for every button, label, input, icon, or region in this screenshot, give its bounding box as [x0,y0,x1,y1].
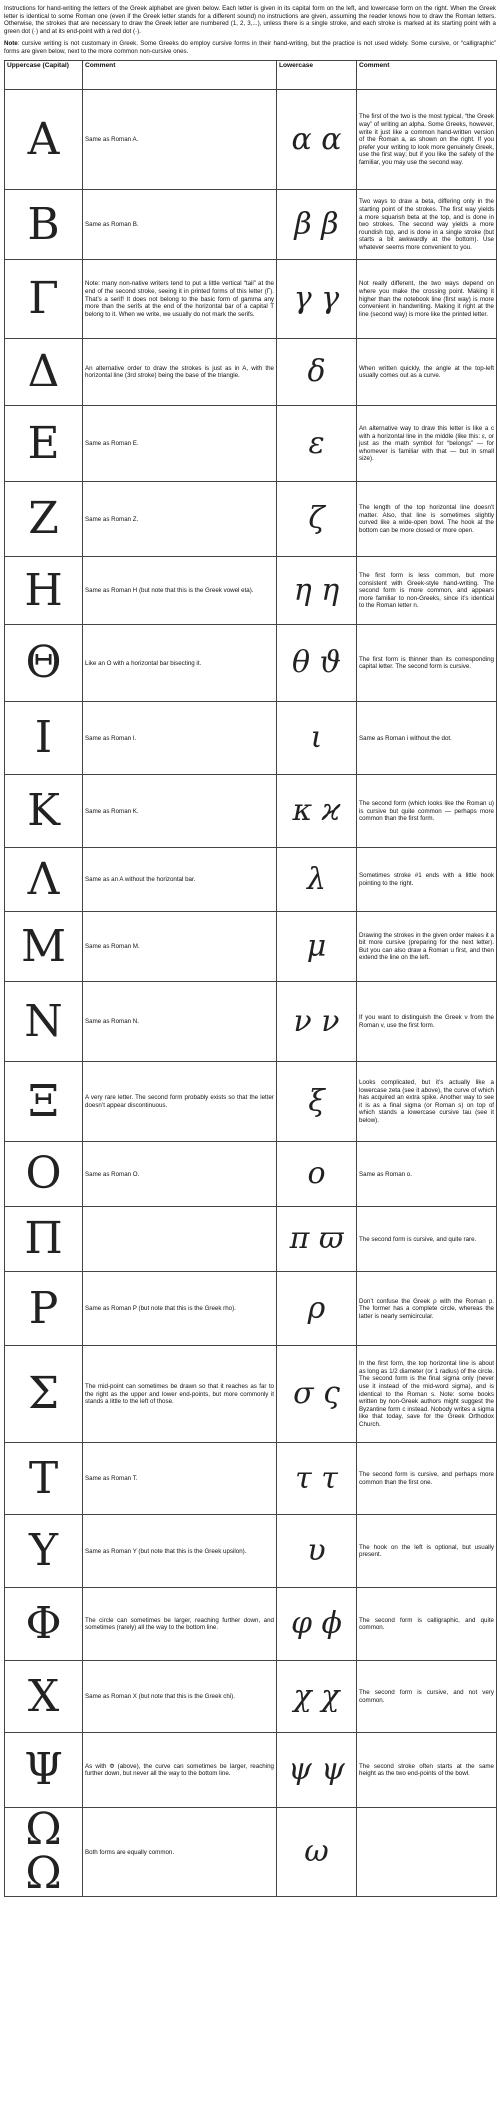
lowercase-cell [277,1443,357,1515]
uppercase-comment: Same as Roman K. [83,775,277,848]
uppercase-cell [5,482,83,557]
table-row [5,1272,497,1346]
note-text: : cursive writing is not customary in Greek. Some Greeks do employ cursive forms in their hand-writing, but the practice is not used widely. Some cursive, or “calligraphic” forms are given below, next to the more common non-cursive ones. [4,40,496,55]
uppercase-cell [5,339,83,406]
table-row [5,90,497,190]
table-row [5,912,497,982]
uppercase-letter-drawing: B [27,202,60,247]
header-comment-lowercase: Comment [357,61,497,90]
uppercase-cell [5,260,83,339]
lowercase-cell [277,557,357,625]
uppercase-comment: The mid-point can sometimes be drawn so that it reaches as far to the right as the upper and lower end-points, but more commonly it stands a little to the left of those. [83,1346,277,1443]
uppercase-letter-drawing: Φ [25,1602,62,1647]
table-row [5,1346,497,1443]
table-row [5,1207,497,1272]
lowercase-letter-drawing: ι [310,723,323,754]
uppercase-cell [5,1443,83,1515]
header-uppercase: Uppercase (Capital) [5,61,83,90]
lowercase-comment: Two ways to draw a beta, differing only in the starting point of the strokes. The first way yields a more squarish beta at the top, and is done in two strokes. The second way yields a more roundish top, and is done in a single stroke (but starts a bit awkwardly at the bottom). Use whatever seems more convenient to you. [357,190,497,260]
lowercase-cell [277,1346,357,1443]
uppercase-letter-drawing: K [27,789,60,834]
table-header-row [5,61,497,90]
lowercase-cell [277,702,357,775]
uppercase-cell [5,1207,83,1272]
lowercase-comment: Drawing the strokes in the given order makes it a bit more cursive (preparing for the next letter). But you can also draw a Roman u first, and then extend the line on the left. [357,912,497,982]
lowercase-letter-drawing: ω [304,1837,329,1868]
uppercase-comment: Same as Roman A. [83,90,277,190]
lowercase-comment: An alternative way to draw this letter is like a c with a horizontal line in the middle (like this: ε, or just as the math symbol for “belongs” — for whomever is familiar with that — but in small size). [357,406,497,482]
table-row [5,982,497,1062]
uppercase-comment: As with Φ (above), the curve can sometimes be larger, reaching further down, but never all the way to the bottom line. [83,1733,277,1808]
lowercase-letter-drawing: ε [308,428,325,459]
uppercase-comment: Same as Roman O. [83,1142,277,1207]
uppercase-letter-drawing: P [28,1286,59,1331]
uppercase-letter-drawing: Σ [27,1372,60,1417]
lowercase-letter-drawing: ν ν [293,1006,340,1037]
lowercase-comment: Not really different, the two ways depend on where you make the crossing point. Making it higher than the notebook line (first way) is more convenient in handwriting. Making it right at the line (second way) is more like the printed letter. [357,260,497,339]
lowercase-letter-drawing: ρ [307,1293,326,1324]
lowercase-comment: Looks complicated, but it’s actually like a lowercase zeta (see it above), the curve of which has acquired an extra spike. Another way to see it is as a final sigma (or Roman s) on top of which stands a lowercase cursive tau (see it below). [357,1062,497,1142]
uppercase-comment: Same as Roman H (but note that this is the Greek vowel eta). [83,557,277,625]
uppercase-letter-drawing: H [24,568,63,613]
uppercase-comment: Same as Roman P (but note that this is the Greek rho). [83,1272,277,1346]
lowercase-cell [277,1062,357,1142]
note-paragraph [4,40,496,55]
lowercase-letter-drawing: β β [294,209,339,240]
uppercase-letter-drawing: Γ [28,277,59,322]
uppercase-letter-drawing: Λ [27,857,60,902]
uppercase-cell [5,1515,83,1588]
table-row [5,702,497,775]
table-row [5,1661,497,1733]
uppercase-cell [5,912,83,982]
uppercase-comment: Same as Roman N. [83,982,277,1062]
lowercase-letter-drawing: λ [306,864,326,895]
lowercase-comment: The first form is less common, but more consistent with Greek-style hand-writing. The second form is more common, and appears more familiar to non-Greeks, since it’s identical to the Roman letter n. [357,557,497,625]
uppercase-comment: An alternative order to draw the strokes is just as in A, with the horizontal line (3rd stroke) being the base of the triangle. [83,339,277,406]
lowercase-comment: The second form is calligraphic, and quite common. [357,1588,497,1661]
lowercase-letter-drawing: χ χ [293,1681,340,1712]
uppercase-cell [5,1346,83,1443]
lowercase-letter-drawing: θ ϑ [291,648,342,679]
uppercase-cell [5,190,83,260]
uppercase-cell [5,775,83,848]
uppercase-comment: Same as Roman X (but note that this is the Greek chi). [83,1661,277,1733]
uppercase-cell [5,1272,83,1346]
uppercase-letter-drawing: A [27,117,60,162]
lowercase-letter-drawing: η η [293,575,340,606]
uppercase-letter-drawing: I [34,716,53,761]
uppercase-comment: Both forms are equally common. [83,1808,277,1897]
lowercase-cell [277,1272,357,1346]
lowercase-cell [277,1808,357,1897]
table-row [5,1062,497,1142]
lowercase-comment: When written quickly, the angle at the top-left usually comes out as a curve. [357,339,497,406]
lowercase-comment: Don’t confuse the Greek ρ with the Roman p. The former has a complete circle, whereas the latter is nearly semicircular. [357,1272,497,1346]
uppercase-comment: Same as Roman T. [83,1443,277,1515]
lowercase-letter-drawing: μ [306,931,327,962]
uppercase-letter-drawing: Δ [27,350,60,395]
table-row [5,1588,497,1661]
lowercase-cell [277,190,357,260]
lowercase-cell [277,1733,357,1808]
uppercase-letter-drawing: Θ [25,641,62,686]
lowercase-cell [277,982,357,1062]
uppercase-comment: A very rare letter. The second form probably exists so that the letter doesn’t appear discontinuous. [83,1062,277,1142]
uppercase-letter-drawing: Ψ [24,1748,63,1793]
table-row [5,190,497,260]
lowercase-comment: The second form is cursive, and perhaps more common than the first one. [357,1443,497,1515]
lowercase-cell [277,912,357,982]
lowercase-comment: If you want to distinguish the Greek ν from the Roman v, use the first form. [357,982,497,1062]
table-row [5,625,497,702]
lowercase-letter-drawing: κ ϰ [292,796,341,827]
lowercase-comment: In the first form, the top horizontal line is about as long as 1/2 diameter (or 1 radius) of the circle. The second form is the final sigma only (never use it instead of the mid-word sigma), and is identical to the Roman s. Note: some books written by non-Greek authors might suggest the Byzantine form c instead. Nobody writes a sigma like that today, save for the Greek Orthodox Church. [357,1346,497,1443]
uppercase-letter-drawing: X [27,1674,60,1719]
lowercase-comment: The second form (which looks like the Roman u) is cursive but quite common — perhaps more common than the first form. [357,775,497,848]
lowercase-letter-drawing: ο [307,1159,326,1190]
uppercase-comment: Note: many non-native writers tend to put a little vertical “tail” at the end of the second stroke, seeing it in printed forms of this letter (Γ). That’s a serif! It does not belong to the basic form of gamma any more than the serifs at the end of the horizontal bar of a capital T belong to it. When we write, we usually do not mark the serifs. [83,260,277,339]
uppercase-letter-drawing: Π [24,1217,63,1262]
lowercase-cell [277,90,357,190]
lowercase-comment [357,1808,497,1897]
uppercase-comment: Same as Roman I. [83,702,277,775]
uppercase-cell [5,1142,83,1207]
uppercase-comment: Same as Roman B. [83,190,277,260]
table-row [5,339,497,406]
lowercase-letter-drawing: φ ϕ [291,1609,342,1640]
lowercase-comment: The first form is thinner than its corresponding capital letter. The second form is cursive. [357,625,497,702]
uppercase-cell [5,848,83,912]
lowercase-letter-drawing: π ϖ [289,1224,344,1255]
uppercase-comment: Like an O with a horizontal bar bisecting it. [83,625,277,702]
table-row [5,1515,497,1588]
lowercase-letter-drawing: δ [307,357,326,388]
uppercase-cell [5,702,83,775]
greek-alphabet-table [4,60,497,1897]
lowercase-comment: The second stroke often starts at the same height as the two end-points of the bowl. [357,1733,497,1808]
uppercase-cell [5,982,83,1062]
lowercase-comment: The length of the top horizontal line doesn’t matter. Also, that line is sometimes slightly curved like a wide-open bowl. The hook at the bottom can be more closed or more open. [357,482,497,557]
lowercase-cell [277,775,357,848]
uppercase-cell [5,1733,83,1808]
uppercase-comment [83,1207,277,1272]
uppercase-cell [5,90,83,190]
table-row [5,482,497,557]
lowercase-cell [277,1515,357,1588]
uppercase-cell [5,625,83,702]
table-row [5,1142,497,1207]
note-label: Note [4,40,18,48]
lowercase-cell [277,1588,357,1661]
intro-paragraph: Instructions for hand-writing the letters of the Greek alphabet are given below. Each letter is given in its capital form on the left, and lowercase form on the right. When the Greek letter is identical to some Roman one (even if the Greek letter stands for a different sound) no instructions are given, assuming the reader knows how to draw the Roman letters. Otherwise, the strokes that are necessary to draw the Greek letter are numbered (1, 2, 3,...), unless there is a single stroke, and each stroke is marked at its starting point with a green dot (·) and at its end-point with a red dot (·). [4,5,496,35]
lowercase-comment: Same as Roman i without the dot. [357,702,497,775]
uppercase-cell [5,406,83,482]
lowercase-comment: Same as Roman o. [357,1142,497,1207]
uppercase-comment: Same as an A without the horizontal bar. [83,848,277,912]
lowercase-cell [277,482,357,557]
uppercase-letter-drawing: Z [28,497,59,542]
lowercase-cell [277,406,357,482]
uppercase-letter-drawing: E [27,421,60,466]
uppercase-comment: Same as Roman Z. [83,482,277,557]
uppercase-comment: Same as Roman Y (but note that this is the Greek upsilon). [83,1515,277,1588]
uppercase-letter-drawing: M [20,924,67,969]
header-comment-uppercase: Comment [83,61,277,90]
lowercase-letter-drawing: σ ς [293,1379,340,1410]
lowercase-letter-drawing: α α [291,124,342,155]
lowercase-cell [277,625,357,702]
instructions [4,5,496,55]
uppercase-cell [5,1062,83,1142]
uppercase-letter-drawing: T [28,1456,59,1501]
uppercase-cell [5,557,83,625]
uppercase-letter-drawing: Ξ [28,1079,59,1124]
lowercase-letter-drawing: γ γ [293,284,340,315]
uppercase-letter-drawing: Y [28,1529,59,1574]
table-row [5,260,497,339]
lowercase-cell [277,848,357,912]
lowercase-cell [277,1207,357,1272]
uppercase-letter-drawing: N [24,999,63,1044]
uppercase-cell [5,1661,83,1733]
uppercase-comment: Same as Roman M. [83,912,277,982]
table-row [5,1733,497,1808]
table-row [5,775,497,848]
lowercase-letter-drawing: τ τ [295,1463,338,1494]
lowercase-comment: Sometimes stroke #1 ends with a little hook pointing to the right. [357,848,497,912]
lowercase-comment: The second form is cursive, and quite rare. [357,1207,497,1272]
lowercase-cell [277,1142,357,1207]
lowercase-comment: The first of the two is the most typical, “the Greek way” of writing an alpha. Some Greeks, however, write it just like a common hand-written version of the Roman a, as shown on the right. If you prefer your writing to look more genuinely Greek, use the first way; but if you like the safety of the familiar, you may use the second way. [357,90,497,190]
header-lowercase: Lowercase [277,61,357,90]
lowercase-cell [277,1661,357,1733]
uppercase-comment: The circle can sometimes be larger, reaching further down, and sometimes (rarely) all the way to the bottom line. [83,1588,277,1661]
lowercase-comment: The hook on the left is optional, but usually present. [357,1515,497,1588]
lowercase-letter-drawing: ψ ψ [288,1755,345,1786]
lowercase-letter-drawing: ζ [308,504,325,535]
lowercase-letter-drawing: υ [307,1536,326,1567]
table-row [5,1808,497,1897]
table-row [5,1443,497,1515]
lowercase-cell [277,339,357,406]
uppercase-letter-drawing: Ω Ω [25,1808,62,1897]
table-row [5,848,497,912]
table-row [5,557,497,625]
uppercase-letter-drawing: O [25,1152,62,1197]
uppercase-cell [5,1808,83,1897]
lowercase-cell [277,260,357,339]
uppercase-comment: Same as Roman E. [83,406,277,482]
lowercase-comment: The second form is cursive, and not very common. [357,1661,497,1733]
uppercase-cell [5,1588,83,1661]
lowercase-letter-drawing: ξ [308,1086,325,1117]
table-row [5,406,497,482]
